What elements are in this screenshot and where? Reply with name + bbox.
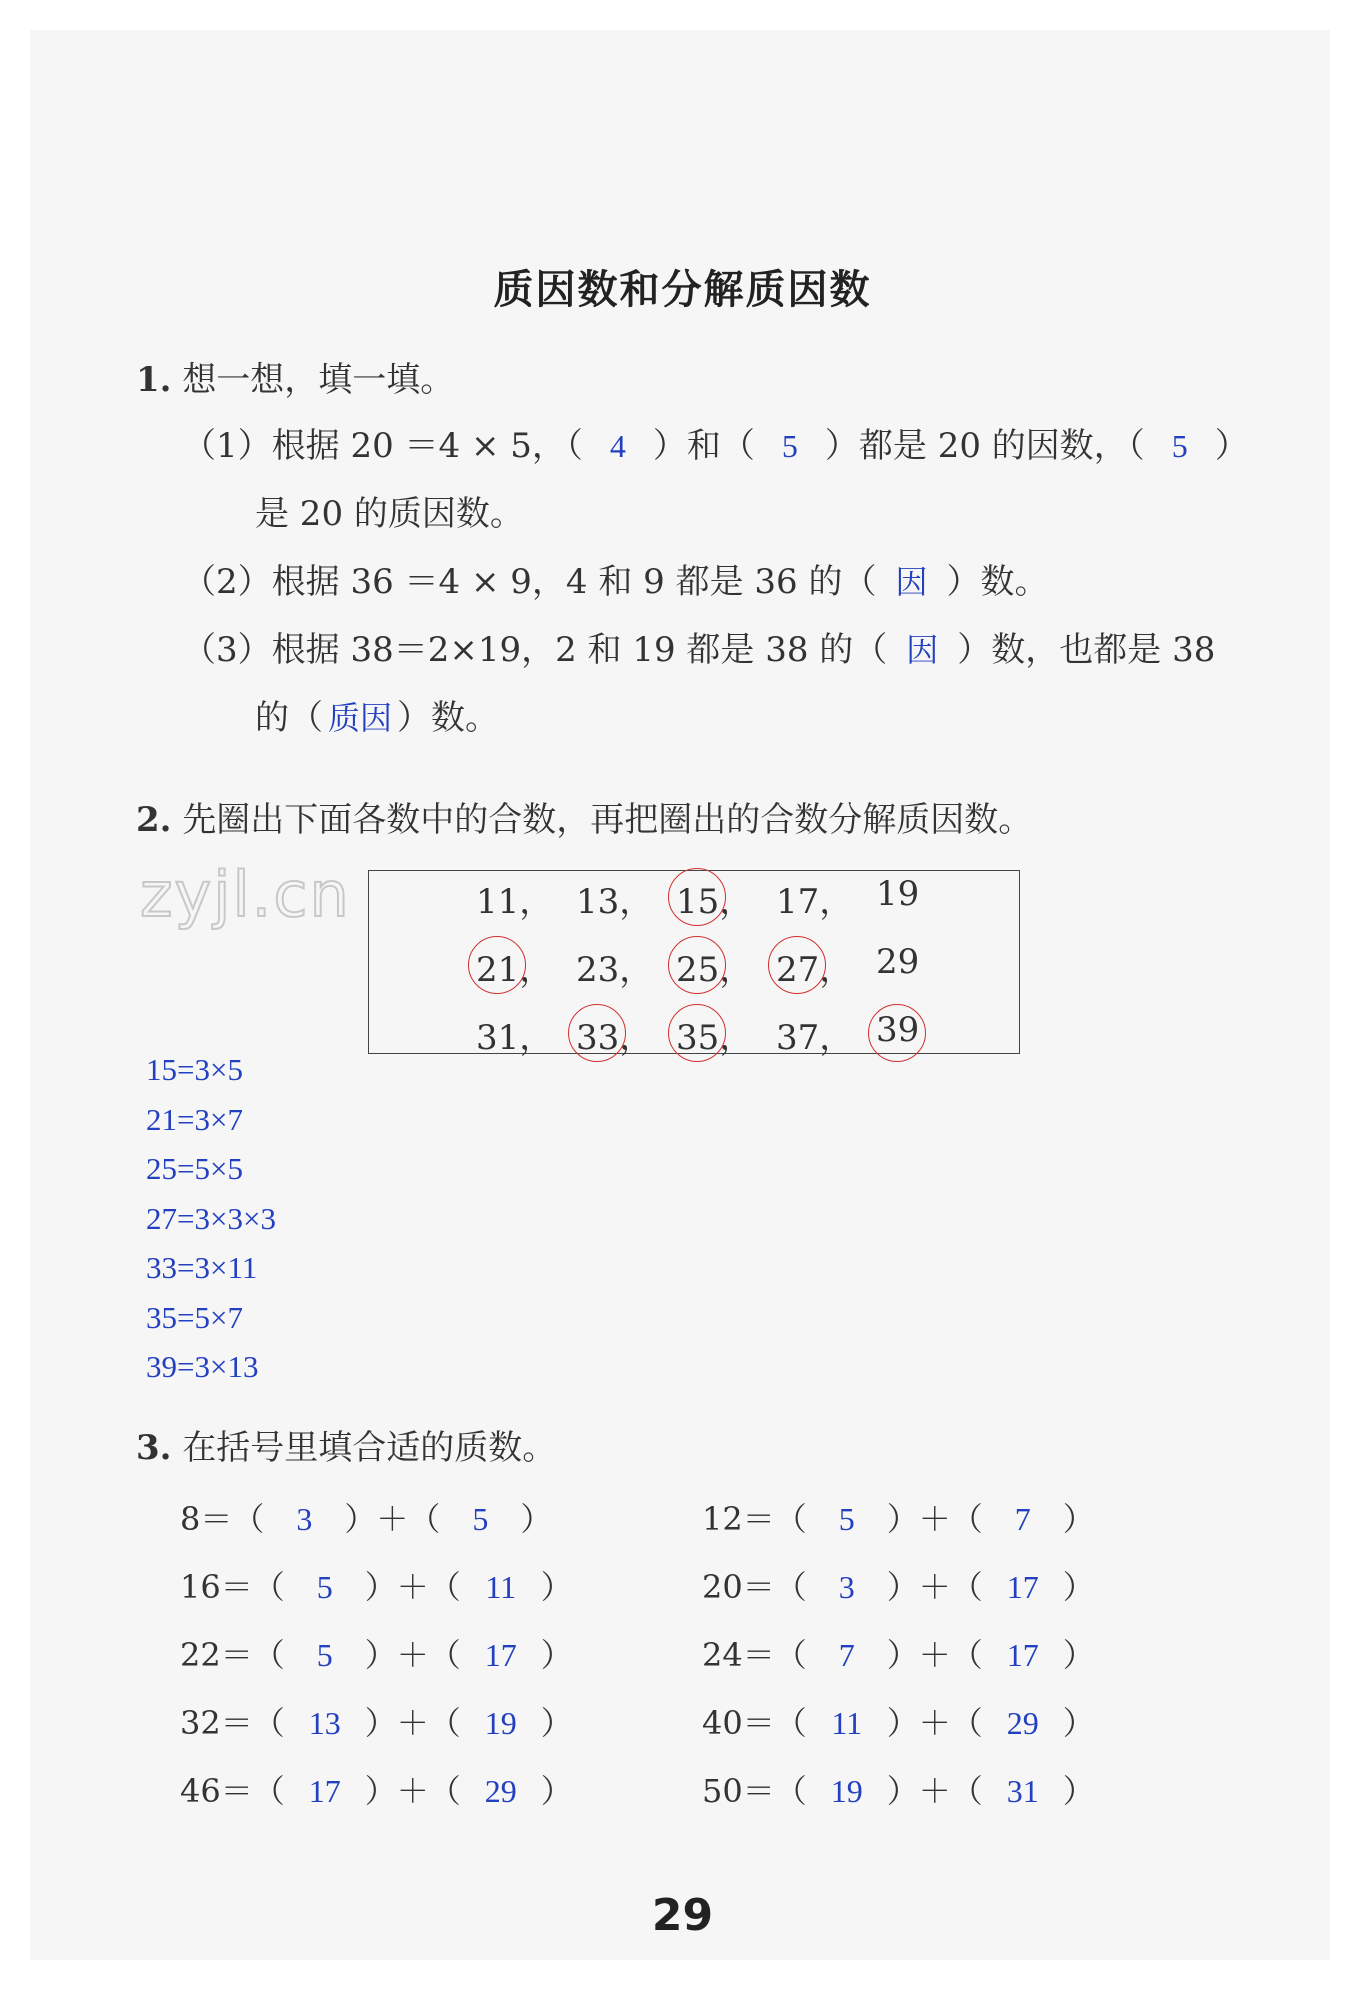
q3-heading [136, 1426, 556, 1470]
eq-mid: ）＋（ [364, 1636, 461, 1674]
grid-number: 35， [676, 1018, 754, 1058]
q3-number: 3. [136, 1428, 172, 1468]
grid-number: 25， [676, 950, 754, 990]
q1-p3-text-d: ）数。 [397, 698, 499, 738]
prime-sum-equation [702, 1630, 1095, 1676]
composite-circle [668, 936, 726, 994]
eq-close: ） [540, 1568, 573, 1606]
page-number: 29 [651, 1890, 714, 1941]
page-title: 质因数和分解质因数 [493, 267, 872, 313]
eq-open: ＝（ [742, 1568, 807, 1606]
q1-p1-answer-1: 4 [609, 428, 626, 464]
factorization-line: 35=5×7 [146, 1299, 243, 1335]
q1-p1-text-b: ）和（ [652, 426, 755, 466]
eq-open: ＝（ [200, 1500, 265, 1538]
q2-heading [136, 798, 1032, 842]
q1-part2 [182, 560, 1048, 604]
q1-p1-answer-2: 5 [781, 428, 798, 464]
q1-heading [136, 358, 454, 402]
eq-number: 22 [180, 1636, 221, 1674]
eq-close: ） [540, 1704, 573, 1742]
eq-open: ＝（ [742, 1772, 807, 1810]
grid-number: 37， [776, 1018, 854, 1058]
grid-number: 31， [476, 1018, 554, 1058]
q1-p3-text-a: （3）根据 38＝2×19，2 和 19 都是 38 的（ [182, 630, 888, 670]
eq-answer-a: 5 [316, 1637, 333, 1673]
factorization-line: 21=3×7 [146, 1101, 243, 1137]
grid-number: 11， [476, 882, 554, 922]
factorization-line: 15=3×5 [146, 1052, 243, 1087]
q1-p3-text-c: 的（ [255, 698, 323, 738]
prime-sum-equation [180, 1630, 573, 1676]
eq-close: ） [540, 1772, 573, 1810]
eq-answer-b: 29 [1006, 1705, 1039, 1741]
eq-answer-b: 17 [1006, 1637, 1039, 1673]
prime-sum-equation [702, 1562, 1095, 1608]
eq-number: 46 [180, 1772, 221, 1810]
grid-number: 19 [876, 874, 920, 914]
eq-mid: ）＋（ [364, 1568, 461, 1606]
prime-sum-equation [180, 1494, 552, 1540]
eq-mid: ）＋（ [364, 1704, 461, 1742]
prime-sum-equation [180, 1766, 573, 1812]
eq-number: 40 [702, 1704, 743, 1742]
factorization-line: 25=5×5 [146, 1151, 243, 1186]
grid-number: 15， [676, 882, 754, 922]
eq-answer-b: 17 [484, 1637, 517, 1673]
grid-number: 29 [876, 942, 920, 982]
eq-number: 8 [180, 1500, 201, 1538]
grid-number: 39 [876, 1010, 920, 1050]
q1-p1-answer-3: 5 [1171, 428, 1188, 464]
q1-p1-text-c: ）都是 20 的因数，（ [824, 426, 1145, 466]
eq-answer-b: 19 [484, 1705, 517, 1741]
eq-number: 24 [702, 1636, 743, 1674]
prime-sum-equation [702, 1494, 1095, 1540]
grid-number: 13， [576, 882, 654, 922]
q1-p2-answer-1: 因 [895, 564, 928, 600]
grid-number: 33， [576, 1018, 654, 1058]
grid-number: 21， [476, 950, 554, 990]
eq-answer-a: 11 [831, 1705, 863, 1741]
eq-open: ＝（ [742, 1500, 807, 1538]
eq-close: ） [1062, 1636, 1095, 1674]
eq-number: 16 [180, 1568, 221, 1606]
composite-circle [568, 1004, 626, 1062]
grid-number: 17， [776, 882, 854, 922]
eq-close: ） [1062, 1568, 1095, 1606]
eq-open: ＝（ [220, 1704, 285, 1742]
prime-sum-equation [180, 1698, 573, 1744]
eq-answer-a: 3 [296, 1501, 313, 1537]
q1-p3-answer-1: 因 [906, 632, 939, 668]
eq-mid: ）＋（ [886, 1772, 983, 1810]
prime-sum-equation [702, 1698, 1095, 1744]
eq-close: ） [520, 1500, 553, 1538]
q1-p1-text-d: ） [1214, 426, 1249, 466]
eq-close: ） [540, 1636, 573, 1674]
eq-open: ＝（ [220, 1568, 285, 1606]
eq-answer-b: 29 [484, 1773, 517, 1809]
eq-open: ＝（ [220, 1772, 285, 1810]
eq-answer-b: 11 [485, 1569, 517, 1605]
factorization-line: 39=3×13 [146, 1349, 259, 1384]
factorization-line: 33=3×11 [146, 1250, 258, 1285]
eq-mid: ）＋（ [886, 1500, 983, 1538]
composite-circle [468, 936, 526, 994]
eq-mid: ）＋（ [364, 1772, 461, 1810]
eq-mid: ）＋（ [344, 1500, 441, 1538]
q1-p1-text-a: （1）根据 20 ＝4 × 5，（ [182, 426, 583, 466]
q1-p2-text-a: （2）根据 36 ＝4 × 9，4 和 9 都是 36 的（ [182, 562, 877, 602]
eq-answer-a: 13 [308, 1705, 341, 1741]
q1-p3-answer-2: 质因 [327, 700, 392, 736]
eq-close: ） [1062, 1772, 1095, 1810]
q1-part3-cont [255, 696, 499, 740]
q3-prompt: 在括号里填合适的质数。 [182, 1428, 557, 1468]
q1-prompt: 想一想，填一填。 [182, 360, 455, 400]
eq-open: ＝（ [742, 1636, 807, 1674]
q1-part1-cont: 是 20 的质因数。 [255, 494, 524, 534]
composite-circle [868, 1004, 926, 1062]
q1-p2-text-b: ）数。 [946, 562, 1049, 602]
eq-answer-a: 5 [838, 1501, 855, 1537]
eq-answer-a: 3 [838, 1569, 855, 1605]
eq-number: 20 [702, 1568, 743, 1606]
q1-number: 1. [136, 360, 172, 400]
composite-circle [668, 1004, 726, 1062]
q1-p3-text-b: ）数，也都是 38 [957, 630, 1216, 670]
eq-answer-b: 7 [1014, 1501, 1031, 1537]
prime-sum-equation [702, 1766, 1095, 1812]
eq-answer-b: 5 [472, 1501, 489, 1537]
eq-number: 32 [180, 1704, 221, 1742]
eq-answer-a: 19 [830, 1773, 863, 1809]
eq-number: 50 [702, 1772, 743, 1810]
factorization-line: 27=3×3×3 [146, 1200, 276, 1236]
q2-number: 2. [136, 800, 172, 840]
eq-close: ） [1062, 1500, 1095, 1538]
q1-part1 [182, 424, 1249, 468]
composite-circle [768, 936, 826, 994]
q1-part3 [182, 628, 1215, 672]
grid-number: 23， [576, 950, 654, 990]
q2-prompt: 先圈出下面各数中的合数，再把圈出的合数分解质因数。 [182, 800, 1033, 840]
grid-number: 27， [776, 950, 854, 990]
eq-mid: ）＋（ [886, 1704, 983, 1742]
eq-number: 12 [702, 1500, 743, 1538]
eq-answer-a: 17 [308, 1773, 341, 1809]
eq-answer-a: 5 [316, 1569, 333, 1605]
eq-close: ） [1062, 1704, 1095, 1742]
prime-sum-equation [180, 1562, 573, 1608]
composite-circle [668, 868, 726, 926]
eq-answer-b: 31 [1006, 1773, 1039, 1809]
eq-mid: ）＋（ [886, 1636, 983, 1674]
eq-answer-b: 17 [1006, 1569, 1039, 1605]
eq-answer-a: 7 [838, 1637, 855, 1673]
eq-mid: ）＋（ [886, 1568, 983, 1606]
eq-open: ＝（ [220, 1636, 285, 1674]
watermark: zyjl.cn [140, 858, 351, 931]
eq-open: ＝（ [742, 1704, 807, 1742]
